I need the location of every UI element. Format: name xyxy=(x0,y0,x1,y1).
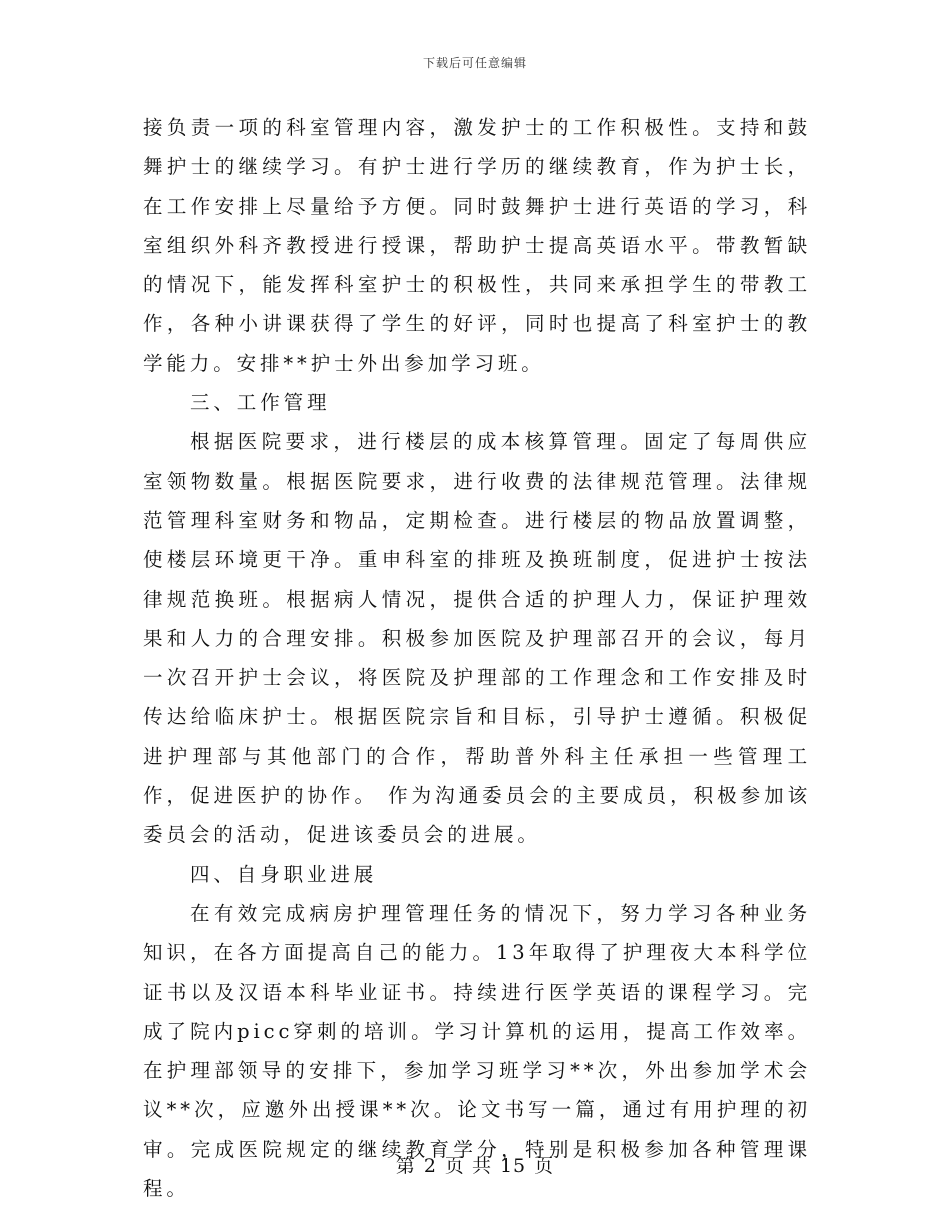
footer-middle: 页 共 xyxy=(444,1155,492,1177)
section-heading-work-management: 三、工作管理 xyxy=(190,391,331,415)
document-body xyxy=(143,108,811,1208)
section-heading-career-development: 四、自身职业进展 xyxy=(190,862,378,886)
header-text: 下载后可任意编辑 xyxy=(422,56,527,70)
paragraph-work-management: 根据医院要求，进行楼层的成本核算管理。固定了每周供应室领物数量。根据医院要求，进行收费的法律规范管理。法律规范管理科室财务和物品，定期检查。进行楼层的物品放置调整，使楼层环境更干净。重申科室的排班及换班制度，促进护士按法律规范换班。根据病人情况，提供合适的护理人力，保证护理效果和人力的合理安排。积极参加医院及护理部召开的会议，每月一次召开护士会议，将医院及护理部的工作理念和工作安排及时传达给临床护士。根据医院宗旨和目标，引导护士遵循。积极促进护理部与其他部门的合作，帮助普外科主任承担一些管理工作，促进医护的协作。 作为沟通委员会的主要成员，积极参加该委员会的活动，促进该委员会的进展。 xyxy=(143,430,811,847)
footer-suffix: 页 xyxy=(534,1155,555,1177)
paragraph-continuation: 接负责一项的科室管理内容，激发护士的工作积极性。支持和鼓舞护士的继续学习。有护士进行学历的继续教育，作为护士长，在工作安排上尽量给予方便。同时鼓舞护士进行英语的学习，科室组织外科齐教授进行授课，帮助护士提高英语水平。带教暂缺的情况下，能发挥科室护士的积极性，共同来承担学生的带教工作，各种小讲课获得了学生的好评，同时也提高了科室护士的教学能力。安排**护士外出参加学习班。 xyxy=(143,116,811,375)
page-footer xyxy=(0,1151,950,1178)
footer-prefix: 第 xyxy=(395,1155,416,1177)
page-header xyxy=(0,54,950,71)
footer-total-pages: 15 xyxy=(499,1155,527,1177)
paragraph-career-development: 在有效完成病房护理管理任务的情况下，努力学习各种业务知识，在各方面提高自己的能力。13年取得了护理夜大本科学位证书以及汉语本科毕业证书。持续进行医学英语的课程学习。完成了院内picc穿刺的培训。学习计算机的运用，提高工作效率。在护理部领导的安排下，参加学习班学习**次，外出参加学术会议**次，应邀外出授课**次。论文书写一篇，通过有用护理的初审。完成医院规定的继续教育学分，特别是积极参加各种管理课程。 xyxy=(143,901,811,1201)
footer-page-number: 2 xyxy=(423,1155,437,1177)
